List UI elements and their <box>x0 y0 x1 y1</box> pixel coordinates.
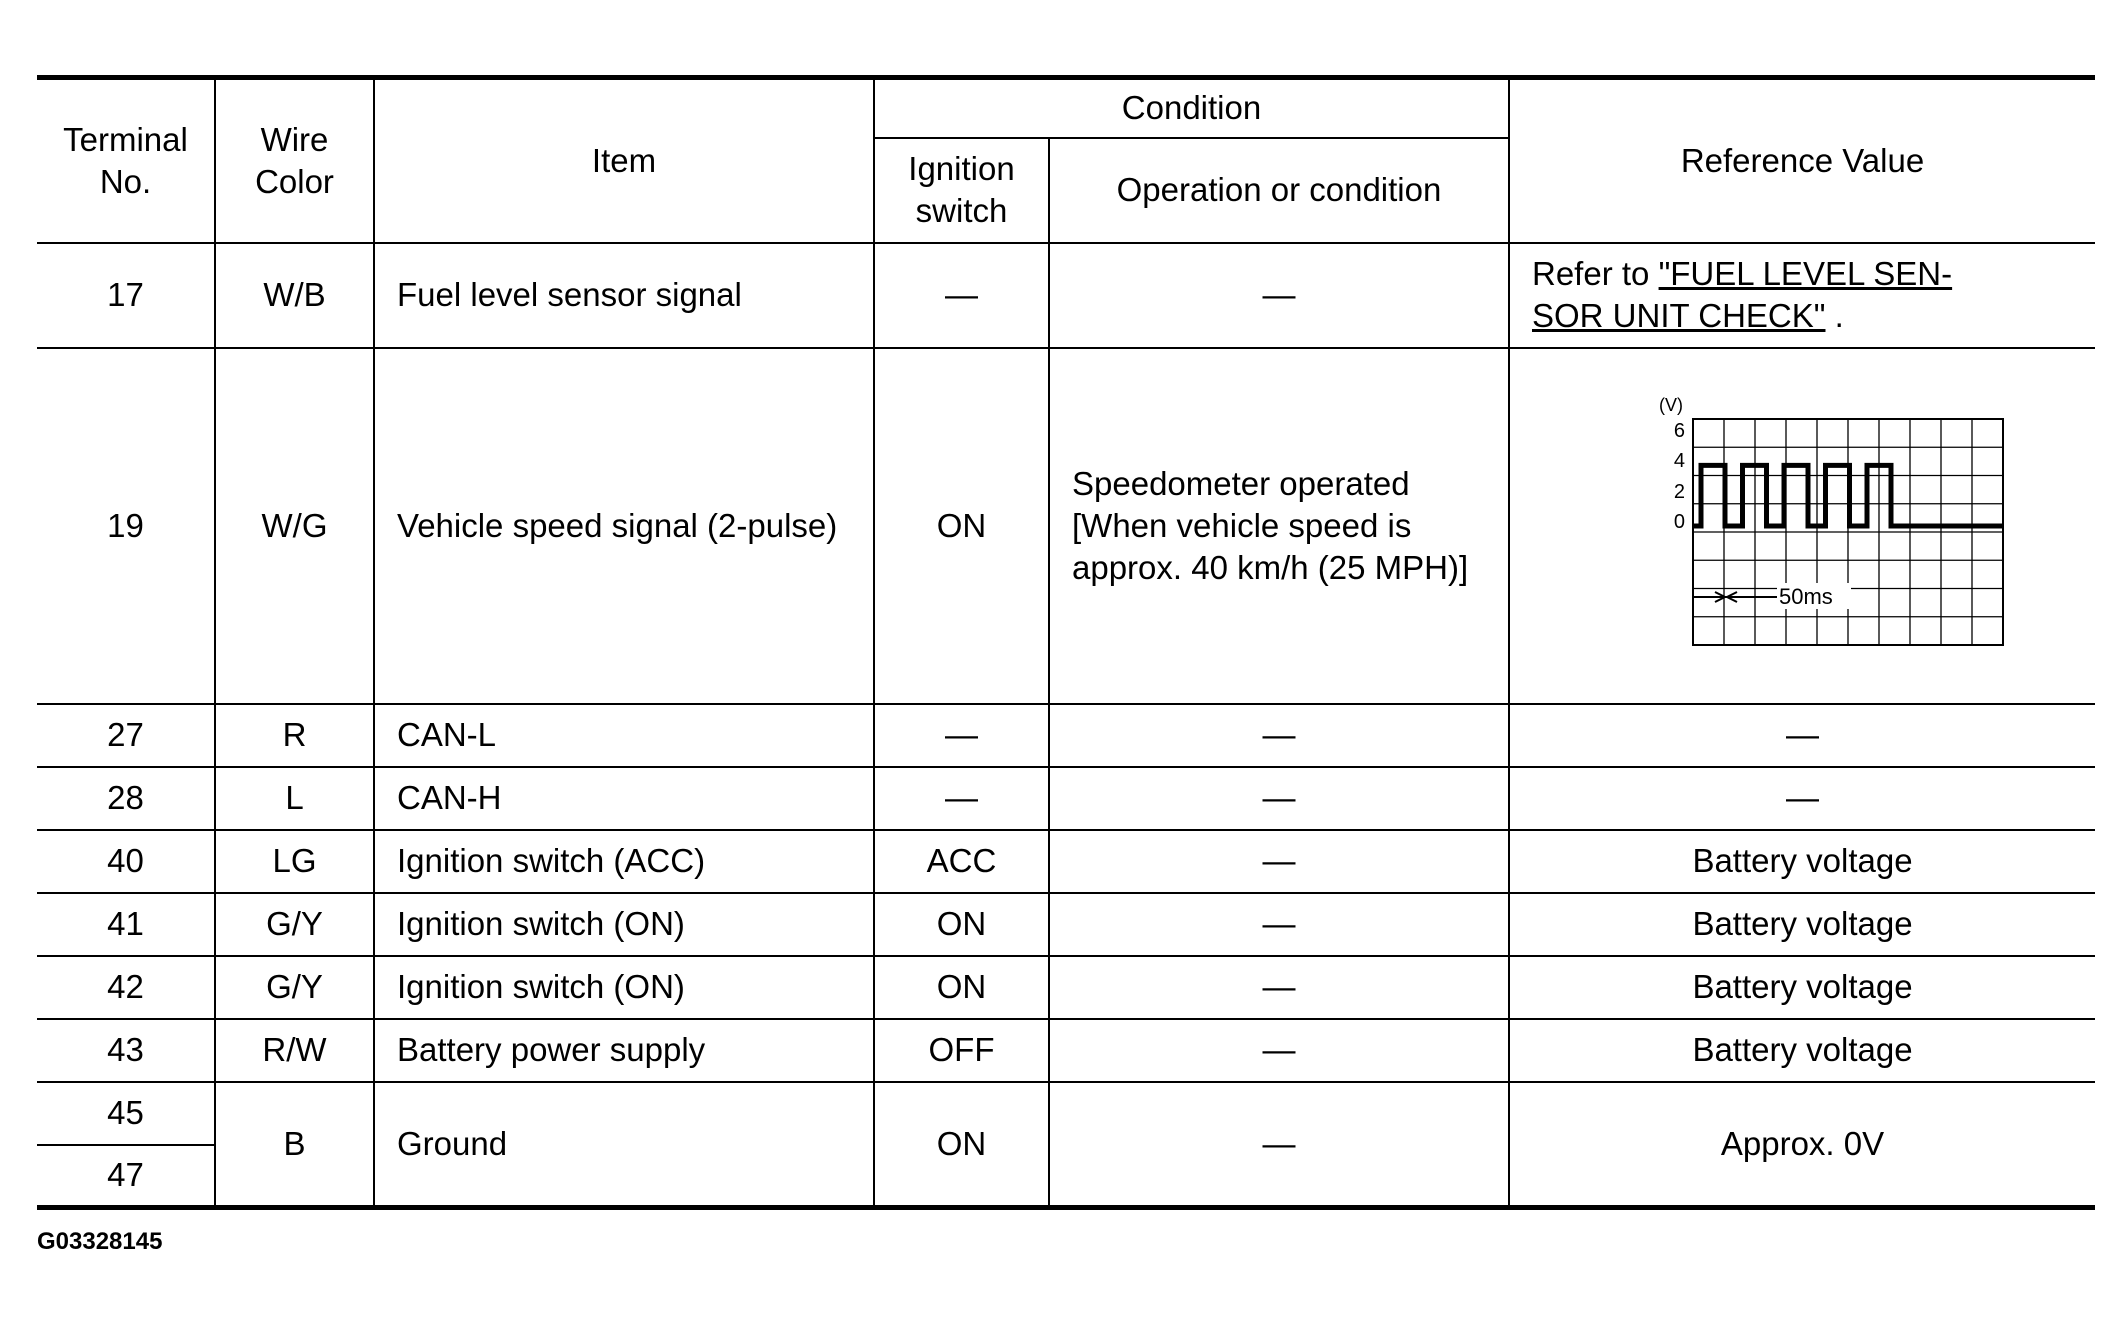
item-name: Battery power supply <box>374 1019 874 1082</box>
ignition-state: ON <box>874 1082 1049 1208</box>
reference-value <box>1509 243 2095 348</box>
table-row <box>37 348 2095 704</box>
terminal-no: 43 <box>37 1019 215 1082</box>
item-name: CAN-L <box>374 704 874 767</box>
operation-condition: — <box>1049 1019 1509 1082</box>
operation-condition: — <box>1049 956 1509 1019</box>
item-name: Ignition switch (ON) <box>374 893 874 956</box>
reference-value: — <box>1509 767 2095 830</box>
operation-condition: — <box>1049 704 1509 767</box>
header-terminal-no: Terminal No. <box>37 78 215 243</box>
wire-color: B <box>215 1082 374 1208</box>
vehicle-speed-waveform <box>1659 395 2011 657</box>
y-tick-label: 6 <box>1673 419 1685 442</box>
wire-color: R <box>215 704 374 767</box>
header-condition: Condition <box>874 78 1509 138</box>
wire-color: W/G <box>215 348 374 704</box>
table-row <box>37 243 2095 348</box>
wire-color: G/Y <box>215 956 374 1019</box>
item-name: Ignition switch (ACC) <box>374 830 874 893</box>
table-row <box>37 704 2095 767</box>
terminal-no: 47 <box>37 1145 215 1208</box>
waveform-unit-label: (V) <box>1658 394 1683 415</box>
item-name: Ignition switch (ON) <box>374 956 874 1019</box>
terminal-no: 42 <box>37 956 215 1019</box>
time-scale-marker <box>1693 583 1851 609</box>
terminal-no: 40 <box>37 830 215 893</box>
header-reference-value: Reference Value <box>1509 78 2095 243</box>
reference-value: — <box>1509 704 2095 767</box>
y-tick-label: 4 <box>1673 449 1685 472</box>
operation-condition: — <box>1049 767 1509 830</box>
waveform-grid <box>1693 419 2003 645</box>
fuel-level-sensor-check-link[interactable]: "FUEL LEVEL SEN- SOR UNIT CHECK" <box>1532 255 1953 334</box>
ignition-state: — <box>874 704 1049 767</box>
waveform-y-ticks <box>1673 420 1684 533</box>
reference-value: Battery voltage <box>1509 956 2095 1019</box>
table-row <box>37 1082 2095 1145</box>
ignition-state: — <box>874 767 1049 830</box>
item-name: CAN-H <box>374 767 874 830</box>
terminal-reference-table <box>37 75 2095 1210</box>
table-row <box>37 767 2095 830</box>
reference-value: Battery voltage <box>1509 893 2095 956</box>
header-ignition-switch: Ignition switch <box>874 138 1049 243</box>
y-tick-label: 0 <box>1673 510 1685 533</box>
pulse-trace <box>1693 465 2003 526</box>
operation-condition: — <box>1049 243 1509 348</box>
terminal-no: 28 <box>37 767 215 830</box>
operation-condition: Speedometer operated [When vehicle speed is approx. 40 km/h (25 MPH)] <box>1049 348 1509 704</box>
ignition-state: OFF <box>874 1019 1049 1082</box>
item-name: Vehicle speed signal (2-pulse) <box>374 348 874 704</box>
terminal-no: 19 <box>37 348 215 704</box>
item-name: Ground <box>374 1082 874 1208</box>
operation-condition: — <box>1049 1082 1509 1208</box>
ref-suffix: . <box>1825 297 1844 334</box>
ignition-state: ACC <box>874 830 1049 893</box>
ignition-state: — <box>874 243 1049 348</box>
terminal-no: 45 <box>37 1082 215 1145</box>
wire-color: W/B <box>215 243 374 348</box>
wire-color: L <box>215 767 374 830</box>
wire-color: G/Y <box>215 893 374 956</box>
operation-condition: — <box>1049 893 1509 956</box>
wire-color: R/W <box>215 1019 374 1082</box>
item-name: Fuel level sensor signal <box>374 243 874 348</box>
ignition-state: ON <box>874 956 1049 1019</box>
reference-value: Battery voltage <box>1509 1019 2095 1082</box>
operation-condition: — <box>1049 830 1509 893</box>
table-row <box>37 830 2095 893</box>
header-wire-color: Wire Color <box>215 78 374 243</box>
ref-prefix: Refer to <box>1532 255 1659 292</box>
table-row <box>37 893 2095 956</box>
y-tick-label: 2 <box>1673 480 1685 503</box>
reference-value <box>1509 348 2095 704</box>
time-scale-label: 50ms <box>1778 583 1833 609</box>
header-operation-condition: Operation or condition <box>1049 138 1509 243</box>
reference-value: Approx. 0V <box>1509 1082 2095 1208</box>
table-row <box>37 956 2095 1019</box>
wire-color: LG <box>215 830 374 893</box>
table-row <box>37 1019 2095 1082</box>
header-item: Item <box>374 78 874 243</box>
terminal-no: 17 <box>37 243 215 348</box>
terminal-no: 27 <box>37 704 215 767</box>
ignition-state: ON <box>874 348 1049 704</box>
figure-code: G03328145 <box>37 1228 163 1255</box>
ignition-state: ON <box>874 893 1049 956</box>
reference-value: Battery voltage <box>1509 830 2095 893</box>
terminal-no: 41 <box>37 893 215 956</box>
